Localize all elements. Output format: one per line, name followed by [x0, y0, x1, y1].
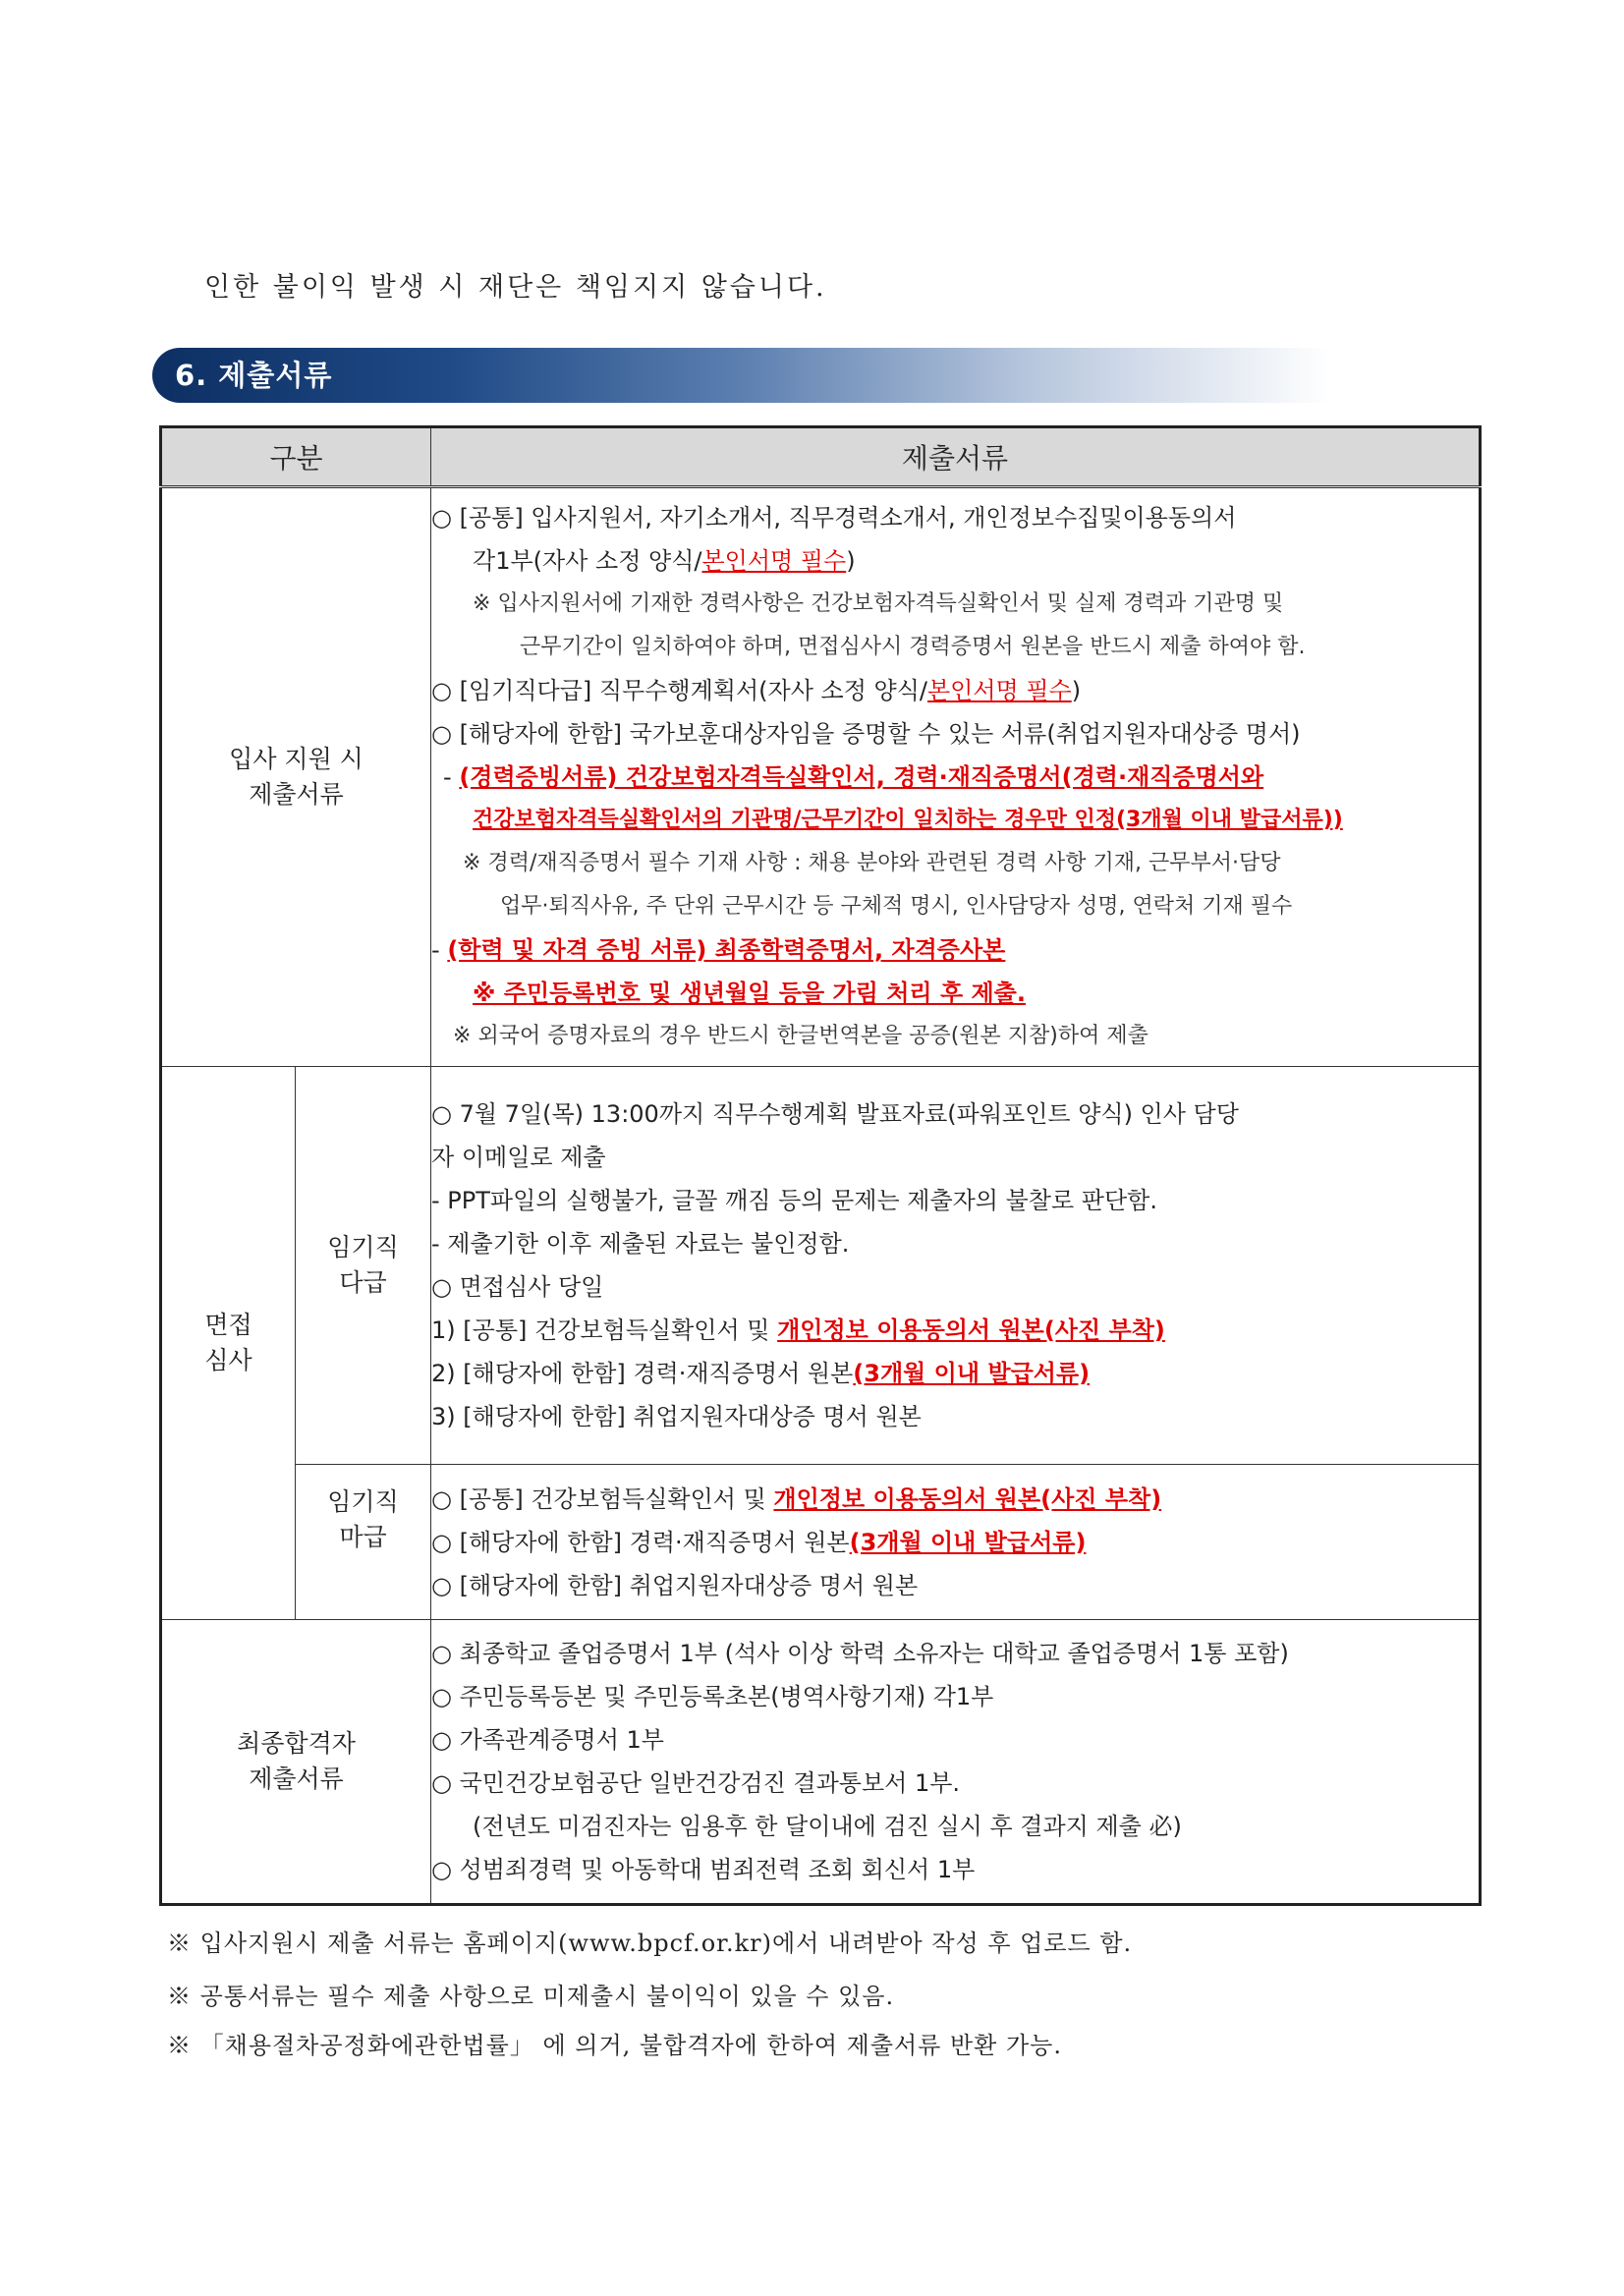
list-item: ○ 7월 7일(목) 13:00까지 직무수행계획 발표자료(파워포인트 양식) 인사 담당	[431, 1100, 1239, 1128]
text: ○ [해당자에 한함] 경력·재직증명서 원본	[431, 1528, 850, 1556]
docs-interview-da	[431, 1067, 1481, 1465]
table-row-interview-da	[161, 1067, 1481, 1465]
note: ※ 외국어 증명자료의 경우 반드시 한글번역본을 공증(원본 지참)하여 제출	[453, 1024, 1148, 1048]
list-item: ○ 국민건강보험공단 일반건강검진 결과통보서 1부.	[431, 1769, 961, 1797]
text: 2) [해당자에 한함] 경력·재직증명서 원본	[431, 1360, 854, 1387]
category-final	[161, 1620, 431, 1905]
list-item: 자 이메일로 제출	[431, 1144, 606, 1171]
category-apply-label: 입사 지원 시 제출서류	[229, 745, 364, 809]
subcategory-da-label: 임기직 다급	[327, 1233, 399, 1297]
text: 각1부(자사 소정 양식/	[473, 547, 702, 575]
list-item: ○ 면접심사 당일	[431, 1273, 604, 1301]
table-header-row	[161, 427, 1481, 487]
list-item: (전년도 미검진자는 임용후 한 달이내에 검진 실시 후 결과지 제출 必)	[473, 1813, 1182, 1840]
note: ※ 경력/재직증명서 필수 기재 사항 : 채용 분야와 관련된 경력 사항 기재, 근무부서·담당	[463, 851, 1281, 875]
list-item	[431, 1309, 1479, 1352]
docs-interview-ma	[431, 1465, 1481, 1620]
highlight-text: (경력증빙서류) 건강보험자격득실확인서, 경력·재직증명서(경력·재직증명서와	[459, 763, 1264, 791]
highlight-text: 본인서명 필수	[701, 547, 847, 575]
note: 업무·퇴직사유, 주 단위 근무시간 등 구체적 명시, 인사담당자 성명, 연락처 기재 필수	[500, 894, 1293, 919]
list-item: 3) [해당자에 한함] 취업지원자대상증 명서 원본	[431, 1403, 922, 1430]
list-item: ○ 주민등록등본 및 주민등록초본(병역사항기재) 각1부	[431, 1683, 994, 1710]
text: -	[431, 936, 448, 964]
list-item	[431, 1521, 1479, 1564]
list-item	[431, 539, 1479, 583]
list-item: ○ [공통] 입사지원서, 자기소개서, 직무경력소개서, 개인정보수집및이용동의서	[431, 504, 1237, 532]
subcategory-ma	[296, 1465, 431, 1620]
list-item: ○ 성범죄경력 및 아동학대 범죄전력 조회 회신서 1부	[431, 1856, 976, 1883]
list-item: ○ [해당자에 한함] 국가보훈대상자임을 증명할 수 있는 서류(취업지원자대상증 명서)	[431, 720, 1301, 748]
highlight-text: 건강보험자격득실확인서의 기관명/근무기간이 일치하는 경우만 인정(3개월 이내 발급서류))	[473, 808, 1343, 832]
list-item	[431, 756, 1479, 799]
category-interview-label: 면접 심사	[204, 1311, 252, 1374]
text: ○ [임기직다급] 직무수행계획서(자사 소정 양식/	[431, 677, 927, 704]
list-item: ○ 가족관계증명서 1부	[431, 1726, 664, 1754]
text: -	[443, 763, 460, 791]
category-interview	[161, 1067, 296, 1620]
footnote: ※ 공통서류는 필수 제출 사항으로 미제출시 불이익이 있을 수 있음.	[167, 1983, 895, 2010]
list-item: ○ 최종학교 졸업증명서 1부 (석사 이상 학력 소유자는 대학교 졸업증명서 1통 포함)	[431, 1640, 1289, 1667]
header-docs: 제출서류	[431, 427, 1481, 487]
subcategory-ma-label: 임기직 마급	[327, 1487, 399, 1551]
subcategory-da	[296, 1067, 431, 1465]
note: 근무기간이 일치하여야 하며, 면접심사시 경력증명서 원본을 반드시 제출 하여야 함.	[520, 635, 1306, 659]
highlight-text: 개인정보 이용동의서 원본(사진 부착)	[773, 1484, 1162, 1513]
text: )	[846, 547, 856, 575]
list-item	[431, 669, 1479, 712]
note: ※ 입사지원서에 기재한 경력사항은 건강보험자격득실확인서 및 실제 경력과 기관명 및	[473, 591, 1284, 616]
highlight-text: ※ 주민등록번호 및 생년월일 등을 가림 처리 후 제출.	[473, 980, 1026, 1007]
table-row-final	[161, 1620, 1481, 1905]
list-item	[431, 928, 1479, 972]
header-category: 구분	[161, 427, 431, 487]
list-item: - 제출기한 이후 제출된 자료는 불인정함.	[431, 1230, 850, 1258]
text: )	[1071, 677, 1082, 704]
text: 1) [공통] 건강보험득실확인서 및	[431, 1316, 778, 1344]
table-row-interview-ma	[161, 1465, 1481, 1620]
list-item: ○ [해당자에 한함] 취업지원자대상증 명서 원본	[431, 1571, 919, 1599]
section-title: 6. 제출서류	[175, 359, 333, 392]
documents-table	[159, 425, 1482, 1906]
list-item: - PPT파일의 실행불가, 글꼴 깨짐 등의 문제는 제출자의 불찰로 판단함.	[431, 1187, 1157, 1214]
text: ○ [공통] 건강보험득실확인서 및	[431, 1484, 774, 1513]
docs-apply	[431, 487, 1481, 1067]
footnote: ※ 입사지원시 제출 서류는 홈페이지(www.bpcf.or.kr)에서 내려받아 작성 후 업로드 함.	[167, 1930, 1133, 1957]
table-row-apply	[161, 487, 1481, 1067]
intro-text: 인한 불이익 발생 시 재단은 책임지지 않습니다.	[204, 272, 827, 303]
docs-final	[431, 1620, 1481, 1905]
highlight-text: 개인정보 이용동의서 원본(사진 부착)	[777, 1316, 1165, 1344]
category-final-label: 최종합격자 제출서류	[237, 1729, 356, 1793]
highlight-text: (3개월 이내 발급서류)	[853, 1360, 1091, 1387]
highlight-text: 본인서명 필수	[926, 677, 1072, 704]
highlight-text: (3개월 이내 발급서류)	[849, 1528, 1087, 1556]
footnote: ※ 「채용절차공정화에관한법률」 에 의거, 불합격자에 한하여 제출서류 반환 가능.	[167, 2032, 1062, 2059]
list-item	[431, 1478, 1479, 1521]
category-apply	[161, 487, 431, 1067]
list-item	[431, 1352, 1479, 1395]
highlight-text: (학력 및 자격 증빙 서류) 최종학력증명서, 자격증사본	[447, 936, 1006, 964]
